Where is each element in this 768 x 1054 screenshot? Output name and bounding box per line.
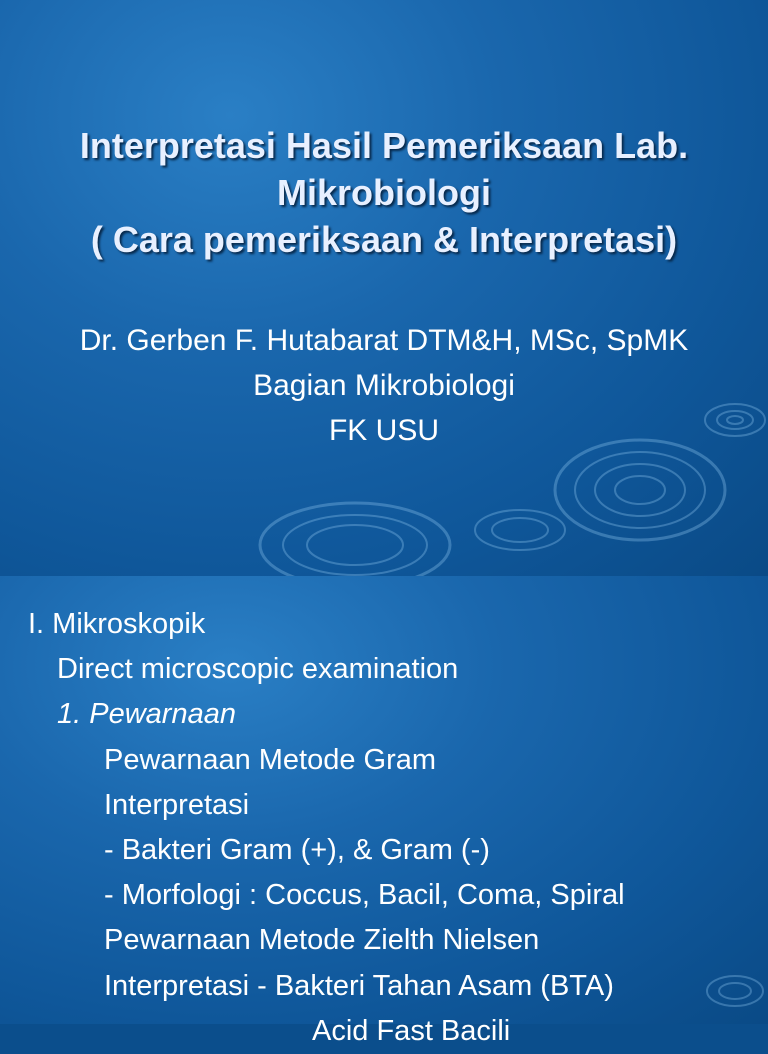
presentation-title <box>0 122 768 263</box>
content-line: - Morfologi : Coccus, Bacil, Coma, Spiral <box>104 879 625 912</box>
content-line: Interpretasi <box>104 788 250 821</box>
numbered-item: 1. Pewarnaan <box>57 698 236 731</box>
institution: FK USU <box>328 414 439 447</box>
author-name: Dr. Gerben F. Hutabarat DTM&H, MSc, SpMK <box>79 324 689 357</box>
section-heading: I. Mikroskopik <box>28 608 206 640</box>
subsection-text: Direct microscopic examination <box>57 653 459 686</box>
author-block <box>0 318 768 453</box>
title-line-3: ( Cara pemeriksaan & Interpretasi) <box>90 219 678 260</box>
content-line: Pewarnaan Metode Gram <box>104 743 437 776</box>
slide-content <box>0 602 768 1054</box>
content-line: Pewarnaan Metode Zielth Nielsen <box>104 924 540 957</box>
content-line: - Bakteri Gram (+), & Gram (-) <box>104 834 490 867</box>
content-line: Interpretasi - Bakteri Tahan Asam (BTA) <box>104 969 614 1002</box>
content-line: Acid Fast Bacili <box>312 1014 511 1047</box>
department: Bagian Mikrobiologi <box>253 369 515 402</box>
title-line-2: Mikrobiologi <box>277 172 491 213</box>
title-line-1: Interpretasi Hasil Pemeriksaan Lab. <box>79 125 689 166</box>
